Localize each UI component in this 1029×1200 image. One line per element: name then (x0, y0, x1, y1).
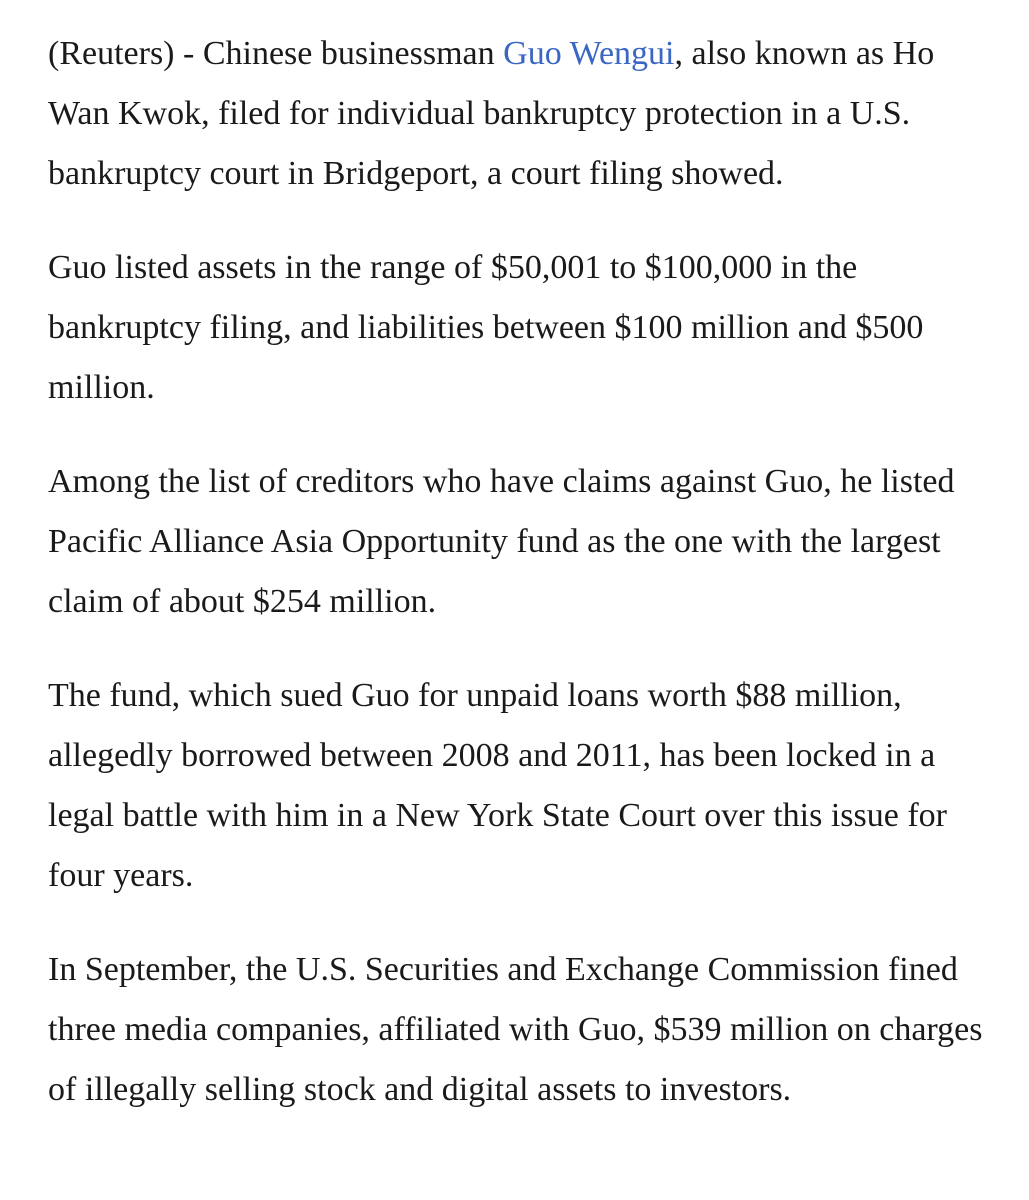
article-body (48, 24, 988, 1154)
paragraph-creditors: Among the list of creditors who have claims against Guo, he listed Pacific Alliance Asia Opportunity fund as the one with the largest claim of about $254 million. (48, 463, 955, 620)
paragraph-fund-lawsuit: The fund, which sued Guo for unpaid loans worth $88 million, allegedly borrowed between 2008 and 2011, has been locked in a legal battle with him in a New York State Court over this issue for four years. (48, 677, 947, 894)
paragraph-sec-fine: In September, the U.S. Securities and Exchange Commission fined three media companies, affiliated with Guo, $539 million on charges of illegally selling stock and digital assets to investors. (48, 951, 983, 1108)
paragraph-assets: Guo listed assets in the range of $50,001 to $100,000 in the bankruptcy filing, and liabilities between $100 million and $500 million. (48, 249, 924, 406)
paragraph-intro (48, 24, 988, 204)
intro-text-before: (Reuters) - Chinese businessman (48, 35, 504, 72)
guo-wengui-link[interactable]: Guo Wengui (503, 35, 675, 72)
intro-text-after: , also known as Ho Wan Kwok, filed for individual bankruptcy protection in a U.S. bankruptcy court in Bridgeport, a court filing showed. (48, 35, 935, 192)
